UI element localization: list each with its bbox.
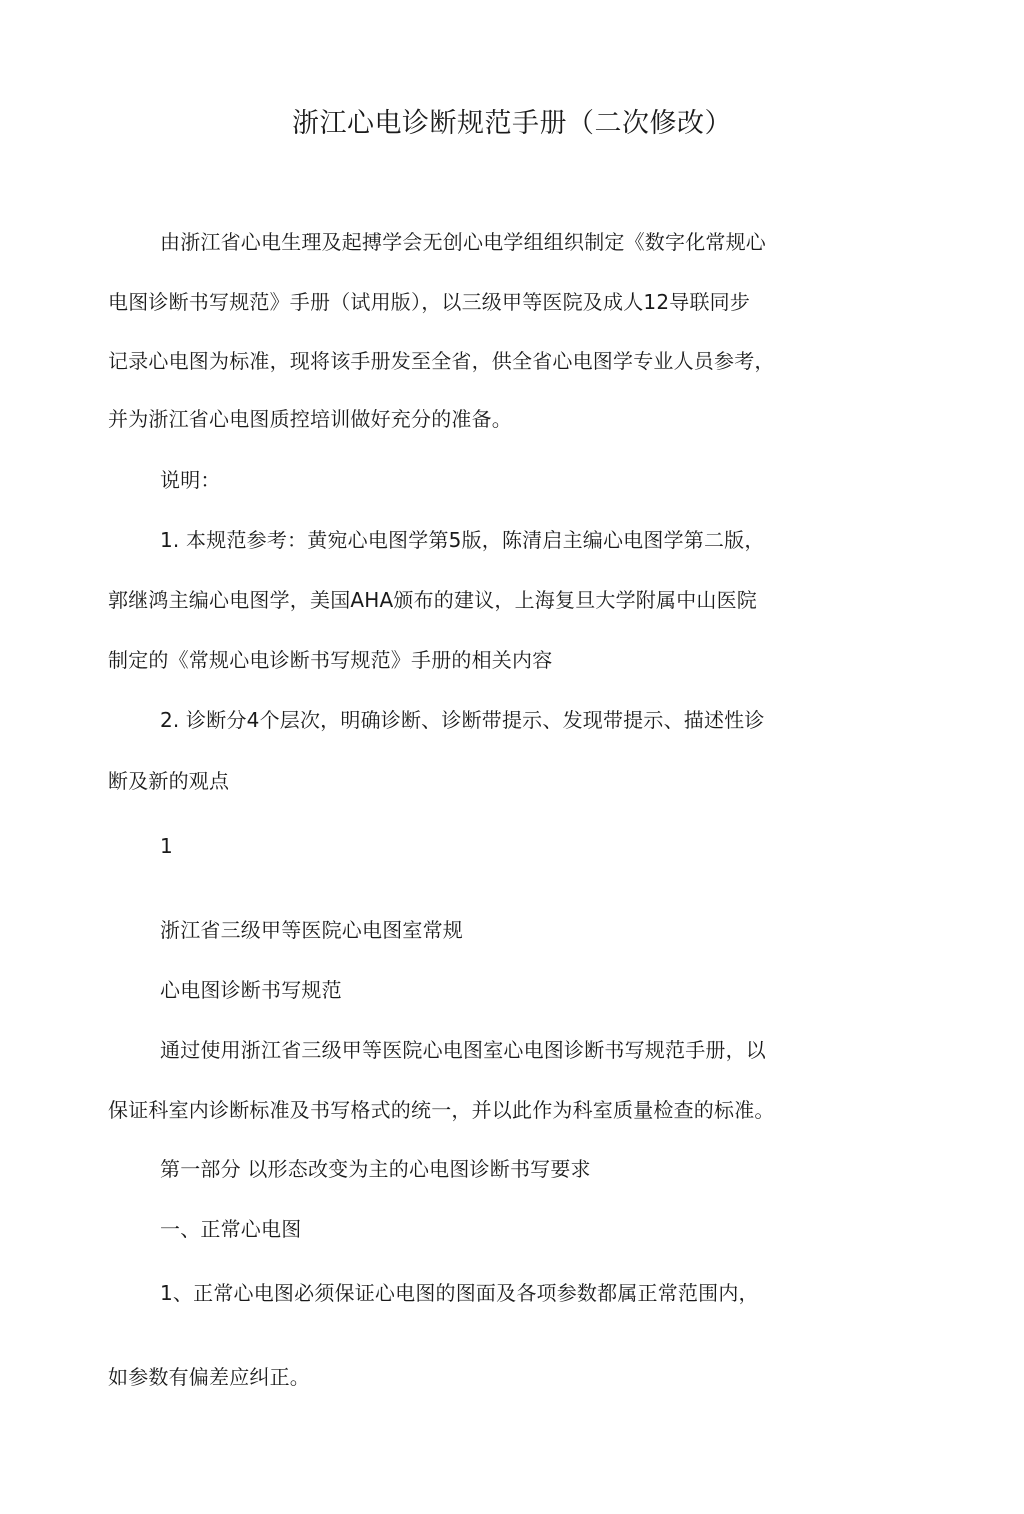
item2-line-2: 断及新的观点	[108, 769, 230, 793]
document-title: 浙江心电诊断规范手册（二次修改）	[292, 108, 732, 139]
purpose-line-2: 保证科室内诊断标准及书写格式的统一，并以此作为科室质量检查的标准。	[108, 1098, 775, 1122]
part1-heading: 第一部分 以形态改变为主的心电图诊断书写要求	[160, 1157, 591, 1181]
explanation-label: 说明：	[160, 468, 221, 492]
section1-heading: 一、正常心电图	[160, 1217, 302, 1241]
item2-line-1: 2. 诊断分4个层次，明确诊断、诊断带提示、发现带提示、描述性诊	[160, 708, 765, 732]
intro-line-4: 并为浙江省心电图质控培训做好充分的准备。	[108, 407, 512, 431]
intro-line-2: 电图诊断书写规范》手册（试用版），以三级甲等医院及成人12导联同步	[108, 290, 751, 314]
point1-line-2: 如参数有偏差应纠正。	[108, 1365, 310, 1389]
item1-line-1: 1. 本规范参考：黄宛心电图学第5版，陈清启主编心电图学第二版，	[160, 528, 765, 552]
intro-line-1: 由浙江省心电生理及起搏学会无创心电学组组织制定《数字化常规心	[160, 230, 766, 254]
intro-line-3: 记录心电图为标准，现将该手册发至全省，供全省心电图学专业人员参考，	[108, 349, 775, 373]
item1-line-3: 制定的《常规心电诊断书写规范》手册的相关内容	[108, 648, 553, 672]
page-number: 1	[160, 834, 173, 858]
subtitle-2: 心电图诊断书写规范	[160, 978, 342, 1002]
item1-line-2: 郭继鸿主编心电图学，美国AHA颁布的建议，上海复旦大学附属中山医院	[108, 588, 758, 612]
purpose-line-1: 通过使用浙江省三级甲等医院心电图室心电图诊断书写规范手册，以	[160, 1038, 766, 1062]
subtitle-1: 浙江省三级甲等医院心电图室常规	[160, 918, 463, 942]
point1-line-1: 1、正常心电图必须保证心电图的图面及各项参数都属正常范围内，	[160, 1281, 759, 1305]
